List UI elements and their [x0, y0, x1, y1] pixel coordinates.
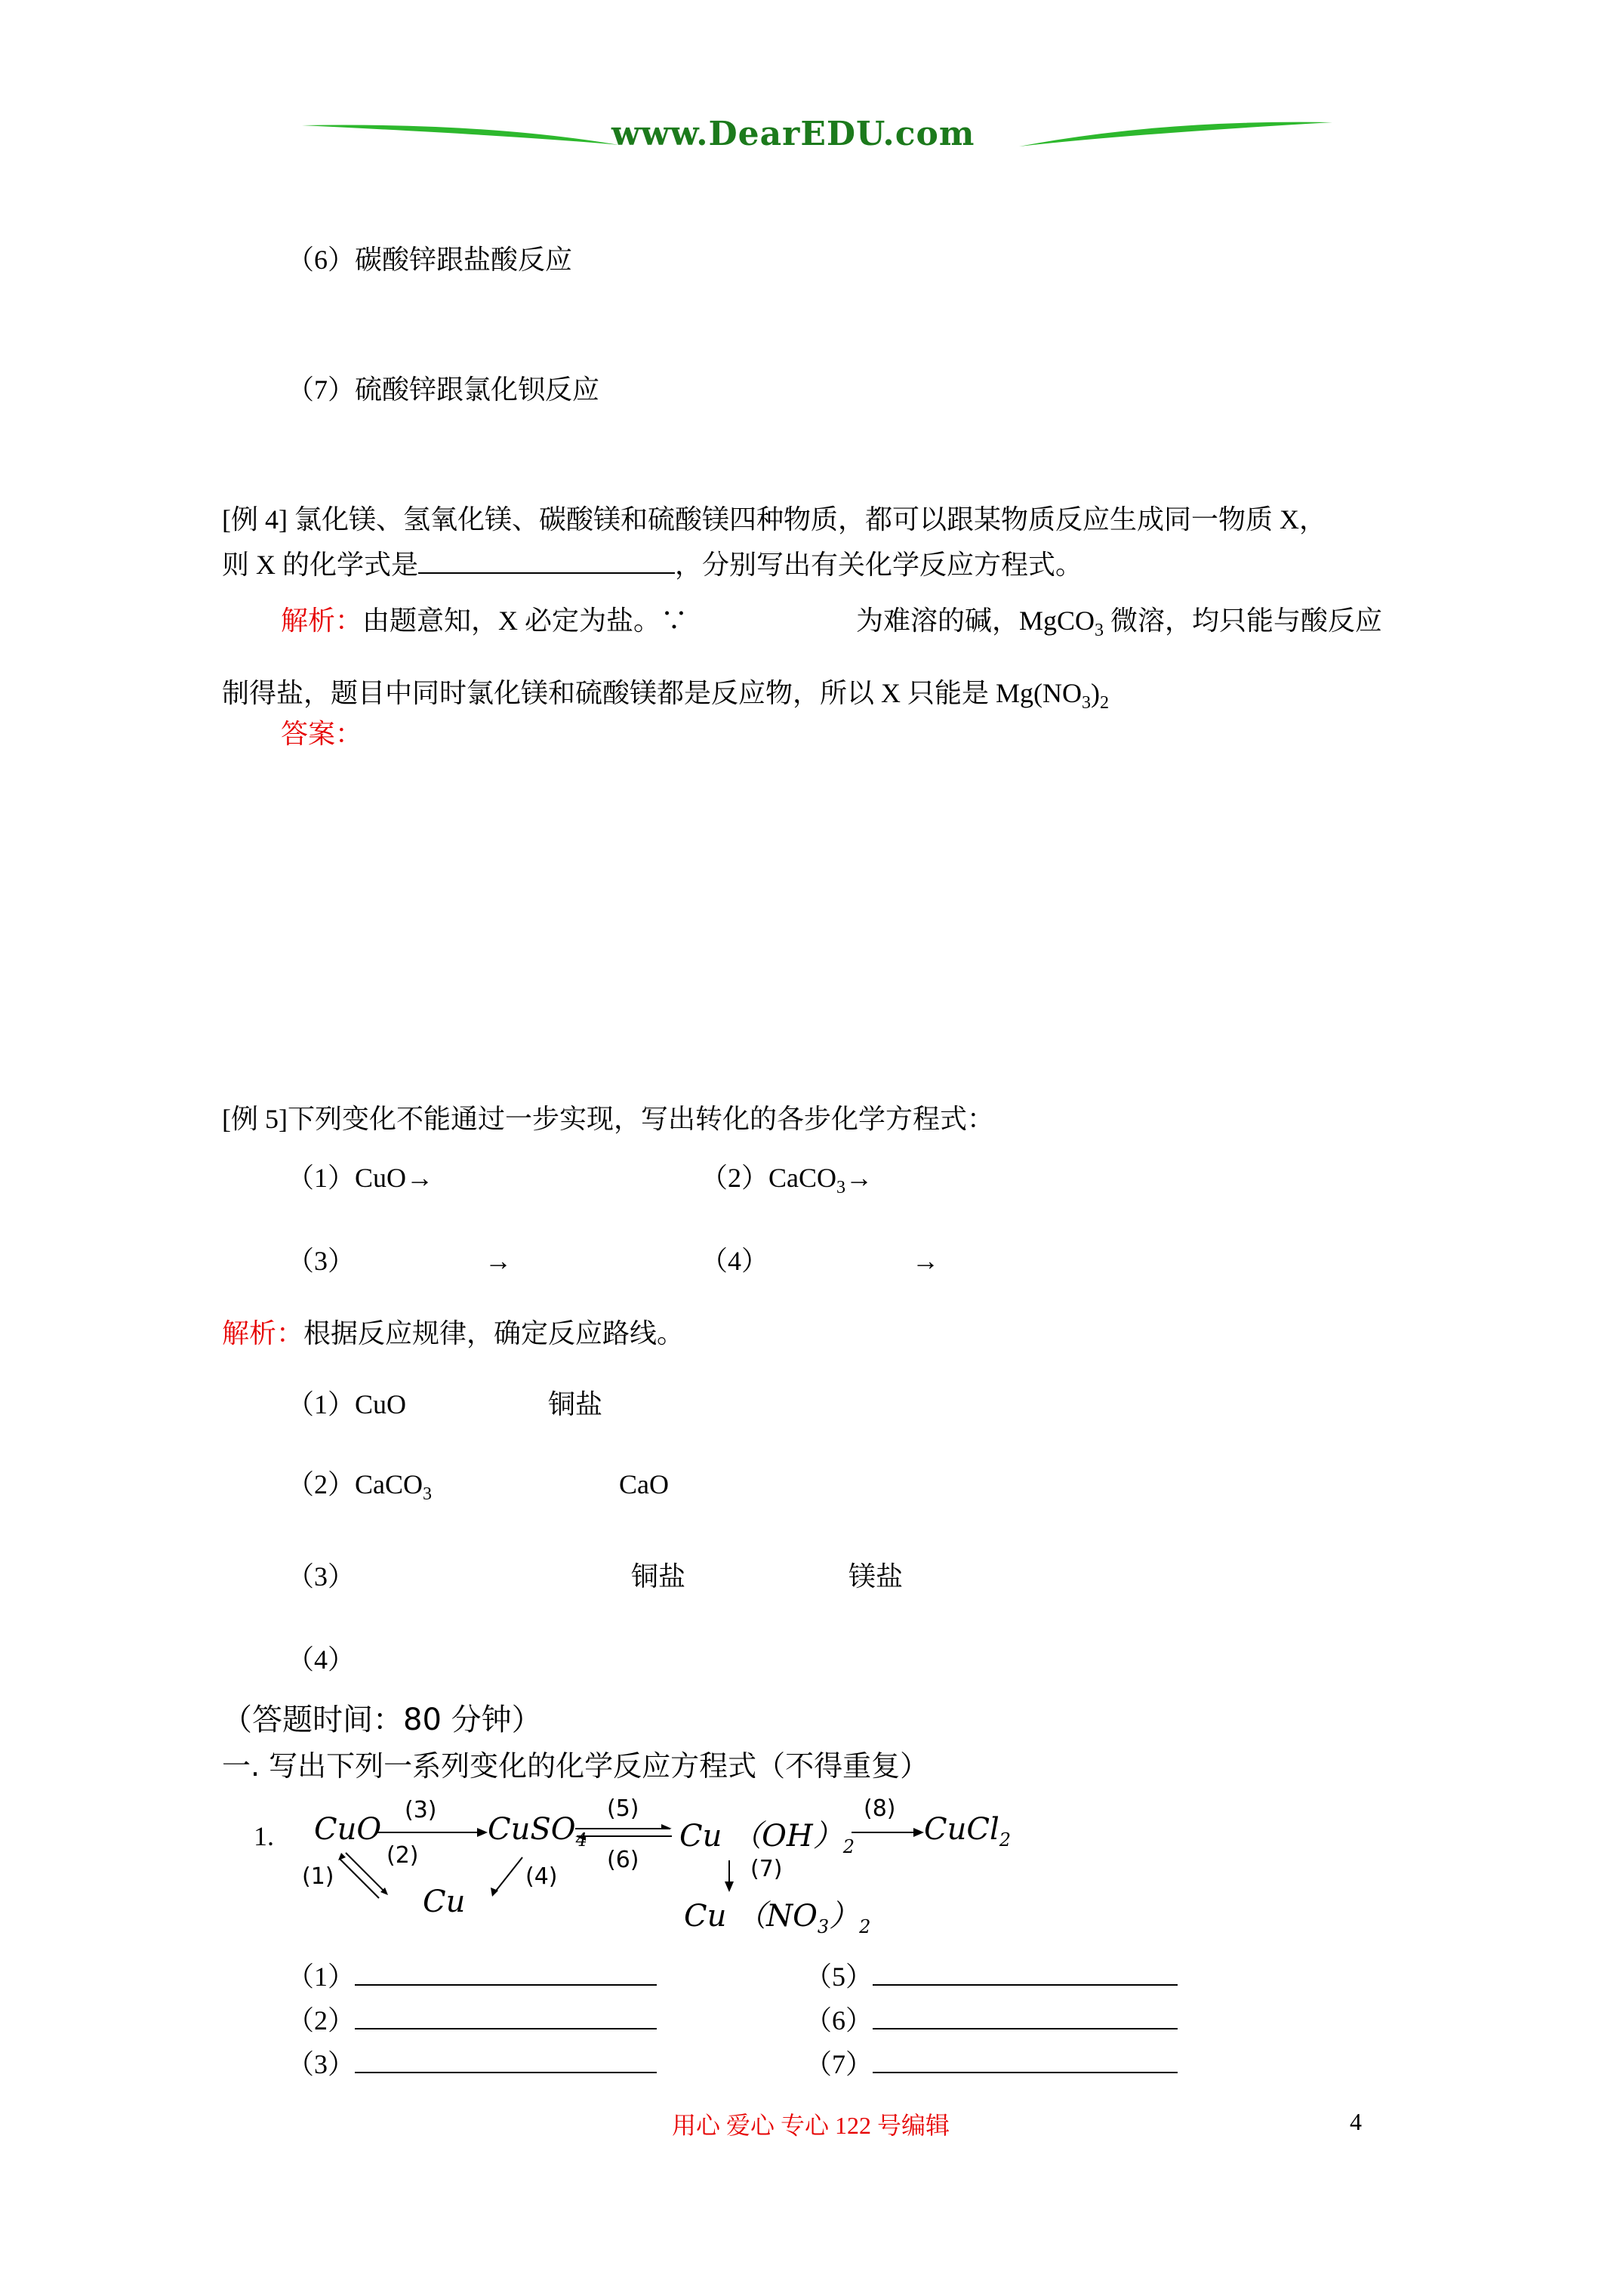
answer-blank[interactable]: [355, 2002, 657, 2029]
subscript: 2: [999, 1829, 1012, 1851]
arrow-icon: →: [845, 1163, 873, 1193]
subscript: 3: [1095, 621, 1104, 641]
ex5-r4: （4）: [287, 1644, 356, 1675]
analysis-text: ): [1091, 678, 1100, 708]
answer-blank[interactable]: [873, 2046, 1178, 2073]
q-text: （2）CaCO: [701, 1163, 837, 1193]
answer-row-5: [805, 1959, 1178, 1993]
ex4-analysis-line1: [281, 604, 688, 637]
ex5-r3-b: 铜盐: [631, 1561, 686, 1592]
answer-label: （2）: [287, 2005, 356, 2036]
formula-text: ）: [829, 1899, 860, 1934]
subscript: 3: [836, 1178, 846, 1198]
ex5-r2-b: CaO: [619, 1469, 669, 1499]
ex5-analysis: [222, 1317, 684, 1350]
answer-row-2: [287, 2002, 657, 2037]
subscript: 2: [1100, 693, 1109, 713]
analysis-text: 为难溶的碱，MgCO: [856, 606, 1095, 636]
label-1: (1): [302, 1863, 334, 1890]
answer-label: （3）: [287, 2049, 356, 2079]
answer-blank[interactable]: [418, 547, 675, 574]
ex5-r3: （3）: [287, 1561, 356, 1592]
analysis-text: 由题意知，X 必定为盐。∵: [362, 606, 688, 636]
ex5-r2: [287, 1468, 432, 1511]
formula-cuso4: [488, 1812, 587, 1851]
formula-cuo: CuO: [314, 1812, 382, 1847]
ex5-q4: （4）: [701, 1246, 769, 1276]
answer-row-7: [805, 2046, 1178, 2081]
ex5-q2: [701, 1161, 873, 1204]
answer-blank[interactable]: [355, 2046, 657, 2073]
exercise-time: （答题时间：80 分钟）: [222, 1703, 542, 1737]
analysis-label: 解析：: [281, 606, 363, 636]
footer-text: 用心 爱心 专心 122 号编辑: [672, 2112, 950, 2139]
subscript: 3: [423, 1484, 433, 1505]
answer-row-3: [287, 2046, 657, 2081]
formula-text: CuSO: [488, 1812, 576, 1847]
ex4-line1: [例 4] 氯化镁、氢氧化镁、碳酸镁和硫酸镁四种物质，都可以跟某物质反应生成同一物质 X，: [222, 504, 1326, 535]
answer-blank[interactable]: [873, 2002, 1178, 2029]
subscript: 3: [817, 1916, 830, 1937]
ex4-line2: [222, 547, 1083, 581]
answer-label: （6）: [805, 2005, 873, 2036]
answer-blank[interactable]: [355, 1959, 657, 1986]
ex5-r1-b: 铜盐: [548, 1389, 603, 1419]
label-3: (3): [405, 1797, 437, 1823]
reaction-diagram: [302, 1795, 1042, 1946]
brand-logo: www.DearEDU.com: [611, 115, 975, 153]
label-4: (4): [525, 1863, 558, 1890]
label-7: (7): [750, 1856, 783, 1882]
formula-text: CuCl: [924, 1812, 999, 1847]
formula-cucl2: [924, 1812, 1011, 1851]
subscript: 2: [842, 1836, 855, 1857]
header-banner: [294, 113, 1336, 159]
formula-cu: Cu: [423, 1885, 466, 1919]
answer-label: （5）: [805, 1962, 873, 1992]
formula-cuno32: [684, 1892, 870, 1937]
answer-row-6: [805, 2002, 1178, 2037]
analysis-text: 根据反应规律，确定反应路线。: [303, 1318, 685, 1348]
analysis-text: 制得盐，题目中同时氯化镁和硫酸镁都是反应物，所以 X 只能是 Mg(NO: [222, 678, 1082, 708]
exercise-section-title: 一. 写出下列一系列变化的化学反应方程式（不得重复）: [222, 1749, 929, 1783]
ex5-q3-arrow: →: [485, 1246, 512, 1276]
ex5-title: [例 5]下列变化不能通过一步实现，写出转化的各步化学方程式：: [222, 1104, 994, 1134]
ex5-q3: （3）: [287, 1246, 356, 1276]
analysis-text: 微溶，均只能与酸反应: [1104, 606, 1383, 636]
answer-row-1: [287, 1959, 657, 1993]
ex4-analysis-line1b: [856, 604, 1382, 647]
analysis-label: 解析：: [222, 1318, 304, 1348]
formula-text: Cu （OH）: [679, 1819, 843, 1854]
item-7: [287, 373, 599, 406]
ex5-q4-arrow: →: [912, 1246, 939, 1276]
question-number: 1.: [254, 1821, 274, 1851]
ex5-q1: （1）CuO→: [287, 1163, 434, 1193]
ex4-answer-label: 答案：: [281, 719, 363, 749]
page-number: 4: [1350, 2108, 1362, 2135]
label-5: (5): [607, 1795, 639, 1822]
ex4-question: 则 X 的化学式是: [222, 550, 418, 580]
answer-blank[interactable]: [873, 1959, 1178, 1986]
subscript: 2: [859, 1916, 871, 1937]
subscript: 3: [1082, 693, 1091, 713]
r-text: （2）CaCO: [287, 1469, 423, 1499]
formula-cuoh2: [679, 1812, 855, 1857]
item-text: 硫酸锌跟氯化钡反应: [355, 374, 600, 405]
answer-label: （7）: [805, 2049, 873, 2079]
answer-label: （1）: [287, 1962, 356, 1992]
ex5-r1: （1）CuO: [287, 1389, 407, 1419]
ex4-analysis-line2: [222, 676, 1109, 720]
item-6: [287, 243, 572, 276]
formula-text: Cu （NO: [684, 1899, 818, 1934]
item-text: 碳酸锌跟盐酸反应: [355, 245, 573, 275]
subscript: 4: [575, 1829, 587, 1851]
item-number: （7）: [287, 374, 356, 405]
ex4-question-tail: ，分别写出有关化学反应方程式。: [675, 550, 1083, 580]
item-number: （6）: [287, 245, 356, 275]
label-2: (2): [387, 1842, 419, 1869]
label-6: (6): [607, 1847, 639, 1873]
ex5-r3-c: 镁盐: [848, 1561, 904, 1592]
label-8: (8): [864, 1795, 896, 1822]
